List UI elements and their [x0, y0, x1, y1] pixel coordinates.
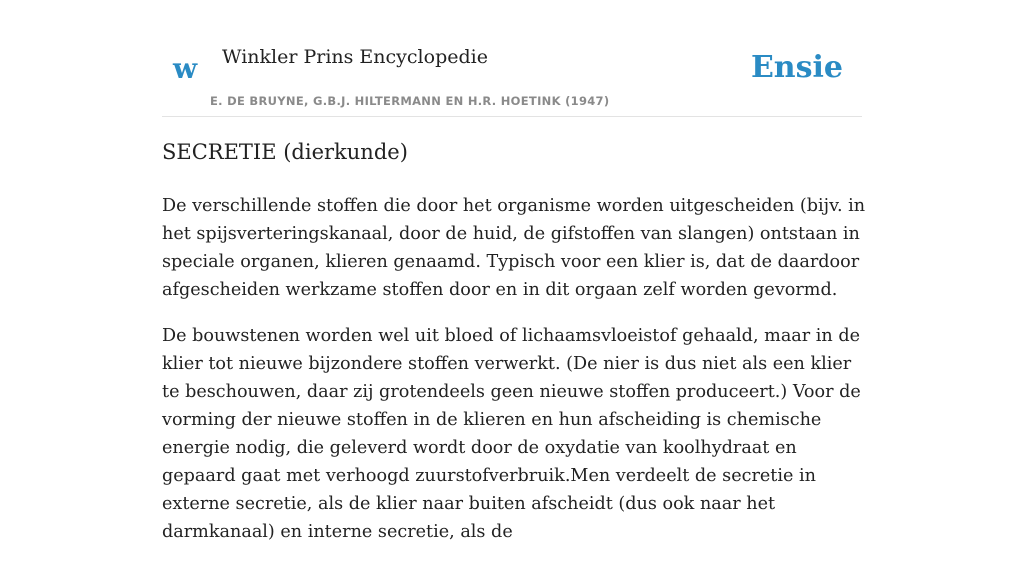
article-paragraph: De bouwstenen worden wel uit bloed of lichaamsvloeistof gehaald, maar in de klier tot nieuwe bijzondere stoffen verwerkt. (De nier is dus niet als een klier te beschouwen, daar zij grotendeels geen nieuwe stoffen produceert.) Voor de vorming der nieuwe stoffen in de klieren en hun afscheiding is chemische energie nodig, die geleverd wordt door de oxydatie van koolhydraat en gepaard gaat met verhoogd zuurstofverbruik.Men verdeelt de secretie in externe secretie, als de klier naar buiten afscheidt (dus ook naar het darmkanaal) en interne secretie, als de	[162, 326, 861, 542]
source-header	[162, 0, 862, 117]
source-title[interactable]: Winkler Prins Encyclopedie	[222, 46, 488, 68]
article-title: SECRETIE (dierkunde)	[162, 140, 408, 164]
article-paragraph: De verschillende stoffen die door het organisme worden uitgescheiden (bijv. in het spijsverteringskanaal, door de huid, de gifstoffen van slangen) ontstaan in speciale organen, klieren genaamd. Typisch voor een klier is, dat de daardoor afgescheiden werkzame stoffen door en in dit orgaan zelf worden gevormd.	[162, 196, 866, 300]
brand-logo-link[interactable]: Ensie	[750, 50, 843, 85]
article-body	[162, 192, 872, 564]
source-logo: w	[173, 52, 198, 85]
source-authors: E. DE BRUYNE, G.B.J. HILTERMANN EN H.R. HOETINK (1947)	[210, 94, 610, 108]
